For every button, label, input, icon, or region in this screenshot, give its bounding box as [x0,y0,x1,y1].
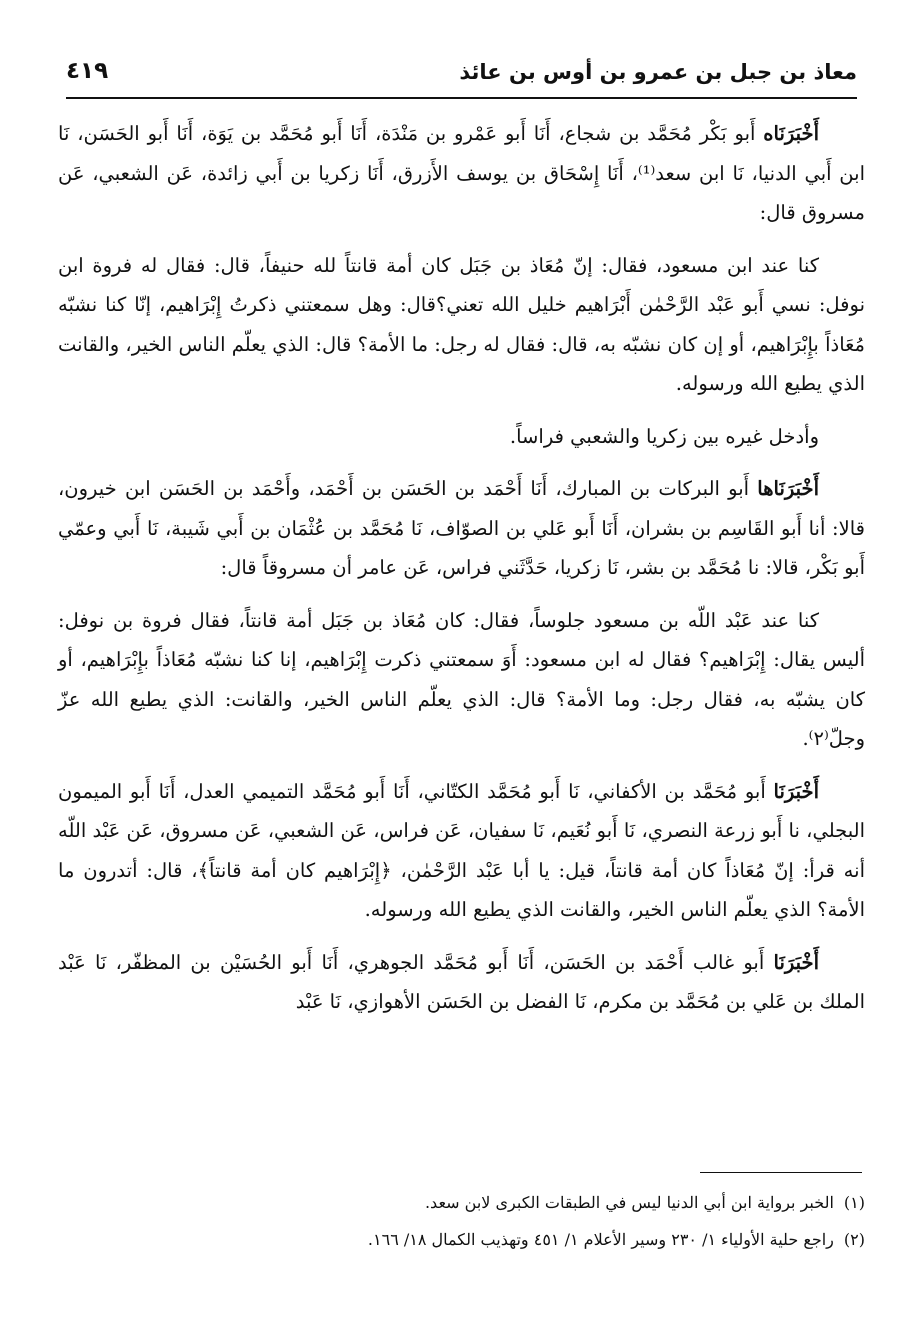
paragraph [58,114,865,233]
footnote [58,1221,865,1258]
footnotes [58,1184,865,1258]
paragraph-text: أَبو مُحَمَّد بن الأكفاني، نَا أَبو مُحَمَّد الكتّاني، أَنَا أَبو مُحَمَّد التميمي العدل، أَنَا أَبو الميمون البجلي، نا أَبو زرعة النصري، نَا أَبو نُعَيم، نَا سفيان، عَن فراس، عَن الشعبي، عَن مسروق، عَن عَبْد اللّه أنه قرأ: إنّ مُعَاذاً كان أمة قانتاً، قيل: يا أبا عَبْد الرَّحْمٰن، ﴿إِبْرَاهيم كان أمة قانتاً﴾، قال: أتدرون ما الأمة؟ الذي يعلّم الناس الخير، والقانت الذي يطيع الله ورسوله. [58,779,865,921]
paragraph-lead: أَخْبَرَنَاها [757,477,819,500]
footnote-text: الخبر برواية ابن أبي الدنيا ليس في الطبقات الكبرى لابن سعد. [424,1193,834,1212]
paragraph [58,469,865,588]
footnote [58,1184,865,1221]
paragraph-text: كنا عند ابن مسعود، فقال: إنّ مُعَاذ بن جَبَل كان أمة قانتاً لله حنيفاً، قال: فقال له فروة ابن نوفل: نسي أَبو عَبْد الرَّحْمٰن أَبْرَاهيم خليل الله تعني؟قال: وهل سمعتني ذكرتُ إِبْرَاهيم، إنّا كنا نشبّه مُعَاذاً بإِبْرَاهيم، أو إن كان نشبّه به، قال: فقال له رجل: ما الأمة؟ قال: الذي يعلّم الناس الخير، والقانت الذي يطيع الله ورسوله. [58,253,865,395]
paragraph-text: أَبو البركات بن المبارك، أَنَا أَحْمَد بن الحَسَن بن أَحْمَد، وأَحْمَد بن الحَسَن ابن خيرون، قالا: أنا أَبو القَاسِم بن بشران، أَنَا أَبو عَلي بن الصوّاف، نَا مُحَمَّد بن عُثْمَان بن أَبي شَيبة، نَا أَبي وعمّي أَبو بَكْر، قالا: نا مُحَمَّد بن بشر، نَا زكريا، حَدَّثَني فراس، عَن عامر أن مسروقاً قال: [58,477,865,579]
paragraph-lead: أَخْبَرَنَاه [763,122,819,145]
paragraph-text: كنا عند عَبْد اللّه بن مسعود جلوساً، فقال: كان مُعَاذ بن جَبَل أمة قانتاً، فقال فروة بن نوفل: أليس يقال: إِبْرَاهيم؟ فقال له ابن مسعود: أَوَ سمعتني ذكرت إِبْرَاهيم، إنا كنا نشبّه مُعَاذاً بإِبْرَاهيم، أو كان يشبّه به، فقال رجل: وما الأمة؟ قال: الذي يعلّم الناس الخير، والقانت: الذي يطيع الله عزّ وجلّ⁽٢⁾. [58,608,865,750]
paragraph [58,246,865,404]
footnote-number: (٢) [843,1230,865,1249]
footnote-text: راجع حلية الأولياء ١/ ٢٣٠ وسير الأعلام ١/ ٤٥١ وتهذيب الكمال ١٨/ ١٦٦. [367,1230,834,1249]
running-title: معاذ بن جبل بن عمرو بن أوس بن عائذ [459,60,857,84]
page-number: ٤١٩ [66,58,109,84]
paragraph [58,417,865,457]
paragraph-lead: أَخْبَرَنَا [773,779,819,803]
paragraph-text: أَبو بَكْر مُحَمَّد بن شجاع، أَنَا أَبو عَمْرو بن مَنْدَة، أَنَا أَبو مُحَمَّد بن يَوَة، أَنَا أَبو الحَسَن، نَا ابن أَبي الدنيا، نَا ابن سعد⁽¹⁾، أَنَا إِسْحَاق بن يوسف الأَزرق، أَنَا زكريا بن أَبي زائدة، عَن الشعبي، عَن مسروق قال: [58,122,865,224]
header-divider [66,97,857,99]
paragraph [58,601,865,759]
main-text [58,114,865,1035]
footnote-number: (١) [843,1193,865,1212]
page-header [66,56,857,96]
paragraph [58,943,865,1022]
paragraph-lead: أَخْبَرَنَا [773,950,819,974]
paragraph [58,772,865,930]
footnote-divider [700,1172,862,1173]
paragraph-text: أَبو غالب أَحْمَد بن الحَسَن، أَنَا أَبو مُحَمَّد الجوهري، أَنَا أَبو الحُسَيْن بن المظفّر، نَا عَبْد الملك بن عَلي بن مُحَمَّد بن مكرم، نَا الفضل بن الحَسَن الأهوازي، نَا عَبْد [58,950,865,1013]
paragraph-text: وأدخل غيره بين زكريا والشعبي فراساً. [509,424,819,448]
